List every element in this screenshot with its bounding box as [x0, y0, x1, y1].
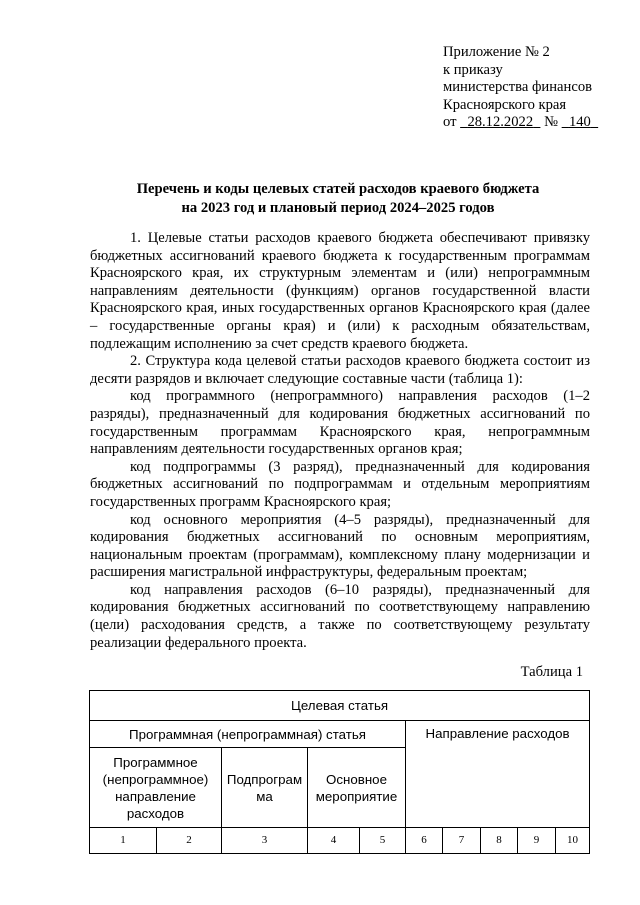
appendix-line: Красноярского края [443, 96, 567, 113]
digit-cell: 8 [481, 828, 518, 854]
table-row [90, 691, 590, 721]
header-subprogram: Подпрограм ма [222, 748, 308, 828]
header-program-article: Программная (непрограммная) статья [90, 721, 406, 748]
digit-cell: 4 [308, 828, 360, 854]
digit-cell: 5 [360, 828, 406, 854]
table-row [90, 721, 590, 748]
paragraph: 2. Структура кода целевой статьи расходов краевого бюджета состоит из десяти разрядов и включает следующие составные части (таблица 1): [90, 353, 590, 387]
header-expense-direction: Направление расходов [406, 721, 590, 828]
number-label: № [544, 114, 558, 130]
order-number: 140 [568, 114, 591, 130]
appendix-line: министерства финансов [443, 79, 593, 95]
digit-cell: 7 [443, 828, 481, 854]
paragraph: код подпрограммы (3 разряд), предназначенный для кодирования бюджетных ассигнований по подпрограммам и отдельным мероприятиям государственных программ Красноярского края; [90, 458, 590, 510]
appendix-line: Приложение № 2 [443, 44, 550, 60]
paragraph: 1. Целевые статьи расходов краевого бюджета обеспечивают привязку бюджетных ассигнований краевого бюджета к государственным программам Красноярского края, их структурным элементам и (или) непрограммным направлениям деятельности (функциям) органов государственной власти Красноярского края, иных государственных органов Красноярского края (далее – государственные органы края) и (или) к расходным обязательствам, подлежащим исполнению за счет средств краевого бюджета. [90, 230, 590, 352]
paragraph: код программного (непрограммного) направления расходов (1–2 разряды), предназначенный для кодирования бюджетных ассигнований по государственным программам Красноярского края, непрограммным направлениям деятельности государственных органов края; [90, 388, 590, 458]
appendix-line: к приказу [443, 61, 503, 78]
document-body [90, 230, 590, 652]
digit-cell: 3 [222, 828, 308, 854]
header-main-event: Основное мероприятие [308, 748, 406, 828]
digit-cell: 1 [90, 828, 157, 854]
document-title [86, 180, 590, 218]
paragraph: код основного мероприятия (4–5 разряды), предназначенный для кодирования бюджетных ассигнований по основным мероприятиям, национальным проектам (программам), комплексному плану модернизации и расширения магистральной инфраструктуры, федеральным проектам; [90, 511, 590, 581]
header-target-article: Целевая статья [90, 691, 590, 721]
digit-cell: 6 [406, 828, 443, 854]
table-row [90, 828, 590, 854]
paragraph: код направления расходов (6–10 разряды), предназначенный для кодирования бюджетных ассигнований по соответствующему направлению (цели) расходования средств, а также по соответствующему результату реализации федерального проекта. [90, 581, 590, 651]
title-line: Перечень и коды целевых статей расходов краевого бюджета [136, 181, 540, 197]
digit-cell: 2 [157, 828, 222, 854]
table-label: Таблица 1 [520, 664, 583, 680]
digit-cell: 9 [518, 828, 556, 854]
digit-cell: 10 [556, 828, 590, 854]
appendix-date-line [443, 114, 598, 132]
order-date: 28.12.2022 [467, 114, 534, 130]
from-label: от [443, 114, 457, 130]
header-program-direction: Программное (непрограммное) направление расходов [90, 748, 222, 828]
title-line: на 2023 год и плановый период 2024–2025 годов [181, 200, 495, 216]
appendix-header [443, 44, 598, 132]
code-structure-table [89, 690, 590, 854]
